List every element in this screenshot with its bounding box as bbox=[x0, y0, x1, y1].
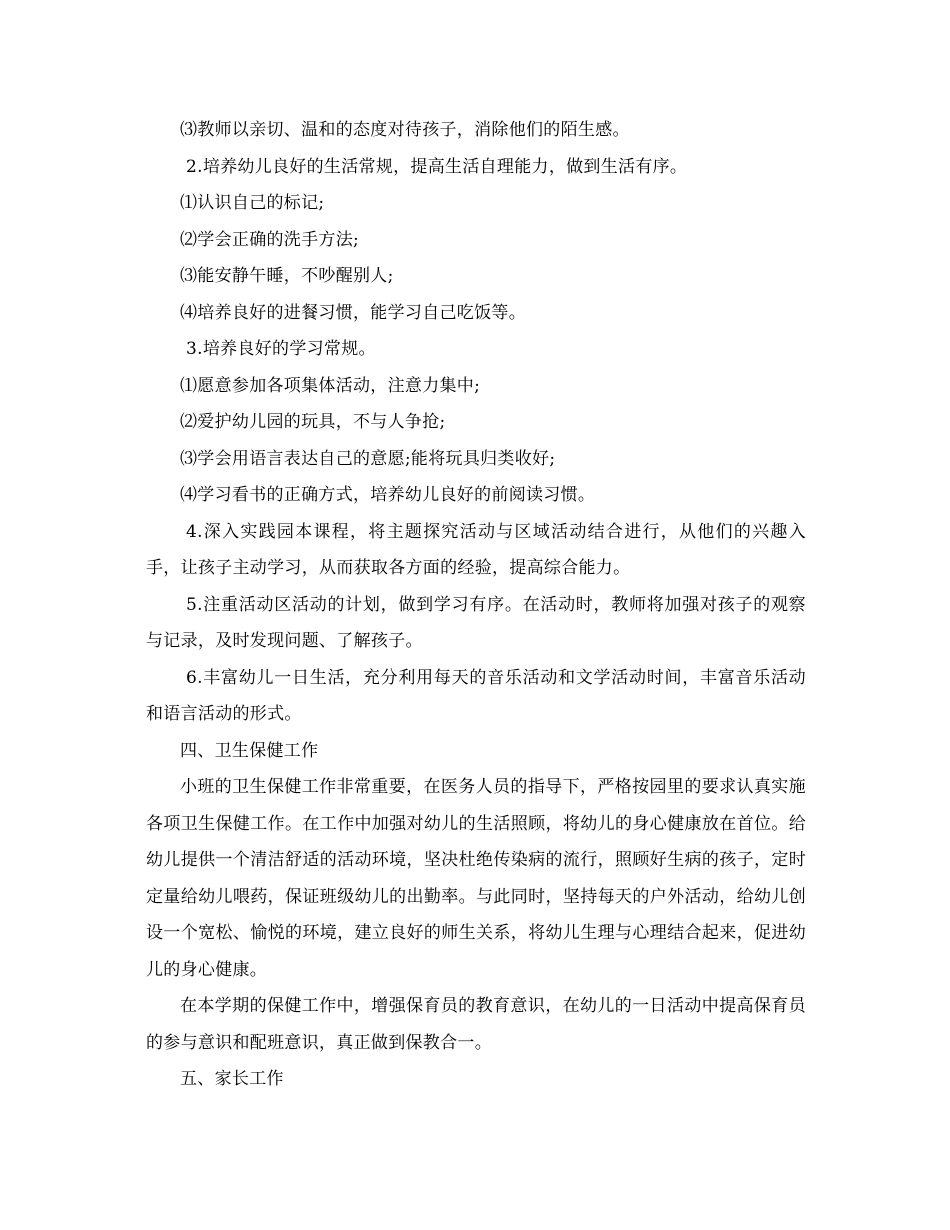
paragraph: 4.深入实践园本课程，将主题探究活动与区域活动结合进行，从他们的兴趣入手，让孩子主动学习，从而获取各方面的经验，提高综合能力。 bbox=[146, 521, 806, 578]
paragraph: ⑷学习看书的正确方式，培养幼儿良好的前阅读习惯。 bbox=[180, 485, 596, 505]
section-heading: 五、家长工作 bbox=[180, 1069, 284, 1089]
paragraph: 2.培养幼儿良好的生活常规，提高生活自理能力，做到生活有序。 bbox=[186, 156, 688, 177]
paragraph: ⑶能安静午睡，不吵醒别人; bbox=[180, 266, 394, 286]
section-heading: 四、卫生保健工作 bbox=[180, 740, 319, 761]
paragraph: ⑷培养良好的进餐习惯，能学习自己吃饭等。 bbox=[180, 302, 526, 323]
paragraph: 6.丰富幼儿一日生活，充分利用每天的音乐活动和文学活动时间，丰富音乐活动和语言活动的形式。 bbox=[146, 667, 806, 724]
paragraph: ⑴愿意参加各项集体活动，注意力集中; bbox=[180, 375, 481, 396]
paragraph: 在本学期的保健工作中，增强保育员的教育意识，在幼儿的一日活动中提高保育员的参与意识和配班意识，真正做到保教合一。 bbox=[146, 996, 806, 1053]
paragraph: ⑵学会正确的洗手方法; bbox=[180, 229, 360, 250]
paragraph: 小班的卫生保健工作非常重要，在医务人员的指导下，严格按园里的要求认真实施各项卫生保健工作。在工作中加强对幼儿的生活照顾，将幼儿的身心健康放在首位。给幼儿提供一个清洁舒适的活动环境，坚决杜绝传染病的流行，照顾好生病的孩子，定时定量给幼儿喂药，保证班级幼儿的出勤率。与此同时，坚持每天的户外活动，给幼儿创设一个宽松、愉悦的环境，建立良好的师生关系，将幼儿生理与心理结合起来，促进幼儿的身心健康。 bbox=[146, 777, 806, 980]
document-body bbox=[146, 112, 806, 1098]
paragraph: ⑴认识自己的标记; bbox=[180, 193, 325, 213]
paragraph: 5.注重活动区活动的计划，做到学习有序。在活动时，教师将加强对孩子的观察与记录，及时发现问题、了解孩子。 bbox=[146, 594, 806, 651]
paragraph: 3.培养良好的学习常规。 bbox=[186, 339, 376, 359]
paragraph: ⑵爱护幼儿园的玩具，不与人争抢; bbox=[180, 412, 446, 432]
paragraph: ⑶学会用语言表达自己的意愿;能将玩具归类收好; bbox=[180, 448, 556, 469]
paragraph: ⑶教师以亲切、温和的态度对待孩子，消除他们的陌生感。 bbox=[180, 120, 630, 140]
